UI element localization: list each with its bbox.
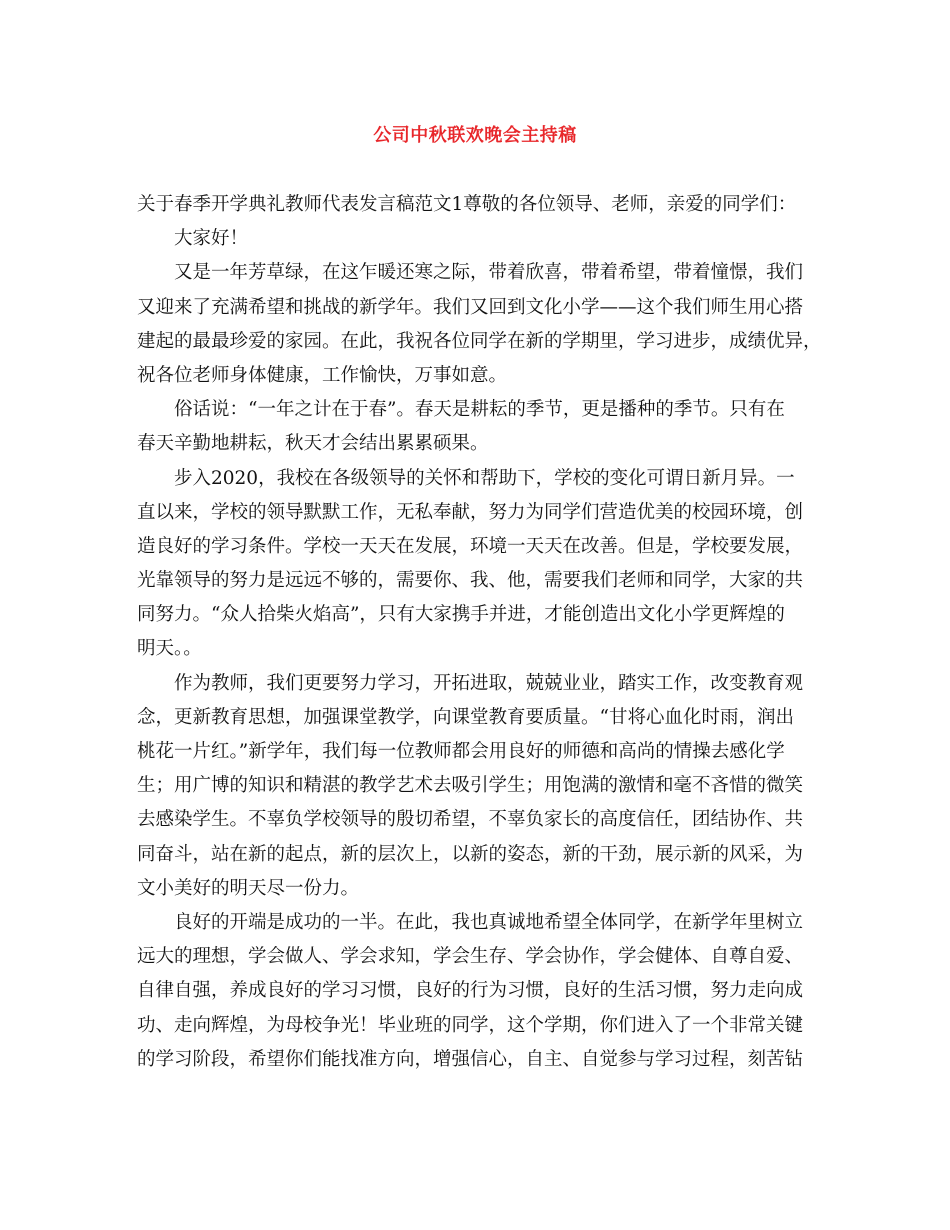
text-line: 建起的最最珍爱的家园。在此，我祝各位同学在新的学期里，学习进步，成绩优异， [137, 330, 822, 352]
text-line: 文小美好的明天尽一份力。 [137, 877, 360, 899]
text-line: 关于春季开学典礼教师代表发言稿范文1尊敬的各位领导、老师，亲爱的同学们： [137, 194, 797, 215]
text-line: 去感染学生。不辜负学校领导的殷切希望，不辜负家长的高度信任，团结协作、共 [137, 809, 804, 831]
text-line: 同努力。“众人拾柴火焰高”，只有大家携手并进，才能创造出文化小学更辉煌的 [137, 604, 785, 626]
document-body [137, 188, 822, 1077]
text-line: 念，更新教育思想，加强课堂教学，向课堂教育要质量。“甘将心血化时雨，润出 [137, 706, 794, 728]
text-line: 俗话说：“一年之计在于春”。春天是耕耘的季节，更是播种的季节。只有在 [174, 399, 785, 421]
text-line: 步入2020，我校在各级领导的关怀和帮助下，学校的变化可谓日新月异。一 [174, 467, 795, 489]
text-line: 作为教师，我们更要努力学习，开拓进取，兢兢业业，踏实工作，改变教育观 [174, 672, 804, 694]
text-line: 远大的理想，学会做人、学会求知，学会生存、学会协作，学会健体、自尊自爱、 [137, 946, 804, 968]
text-line: 光靠领导的努力是远远不够的，需要你、我、他，需要我们老师和同学，大家的共 [137, 570, 804, 592]
text-line: 春天辛勤地耕耘，秋天才会结出累累硕果。 [137, 433, 489, 455]
text-line: 明天。。 [137, 638, 202, 660]
text-line: 同奋斗，站在新的起点，新的层次上，以新的姿态，新的干劲，展示新的风采，为 [137, 843, 804, 865]
text-line: 桃花一片红。”新学年，我们每一位教师都会用良好的师德和高尚的情操去感化学 [137, 741, 785, 762]
text-line: 生；用广博的知识和精湛的教学艺术去吸引学生；用饱满的激情和毫不吝惜的微笑 [137, 775, 804, 797]
text-line: 造良好的学习条件。学校一天天在发展，环境一天天在改善。但是，学校要发展， [137, 535, 804, 557]
text-line: 直以来，学校的领导默默工作，无私奉献，努力为同学们营造优美的校园环境，创 [137, 501, 804, 523]
text-line: 祝各位老师身体健康，工作愉快，万事如意。 [137, 364, 508, 386]
document-title: 公司中秋联欢晚会主持稿 [373, 125, 577, 146]
text-line: 又迎来了充满希望和挑战的新学年。我们又回到文化小学——这个我们师生用心搭 [137, 296, 804, 318]
text-line: 大家好！ [174, 228, 249, 250]
text-line: 良好的开端是成功的一半。在此，我也真诚地希望全体同学，在新学年里树立 [174, 911, 804, 933]
text-line: 功、走向辉煌，为母校争光！毕业班的同学，这个学期，你们进入了一个非常关键 [137, 1014, 804, 1036]
text-line: 又是一年芳草绿，在这乍暖还寒之际，带着欣喜，带着希望，带着憧憬，我们 [174, 262, 804, 284]
text-line: 的学习阶段，希望你们能找准方向，增强信心，自主、自觉参与学习过程，刻苦钻 [137, 1048, 804, 1070]
text-line: 自律自强，养成良好的学习习惯，良好的行为习惯，良好的生活习惯，努力走向成 [137, 980, 804, 1002]
